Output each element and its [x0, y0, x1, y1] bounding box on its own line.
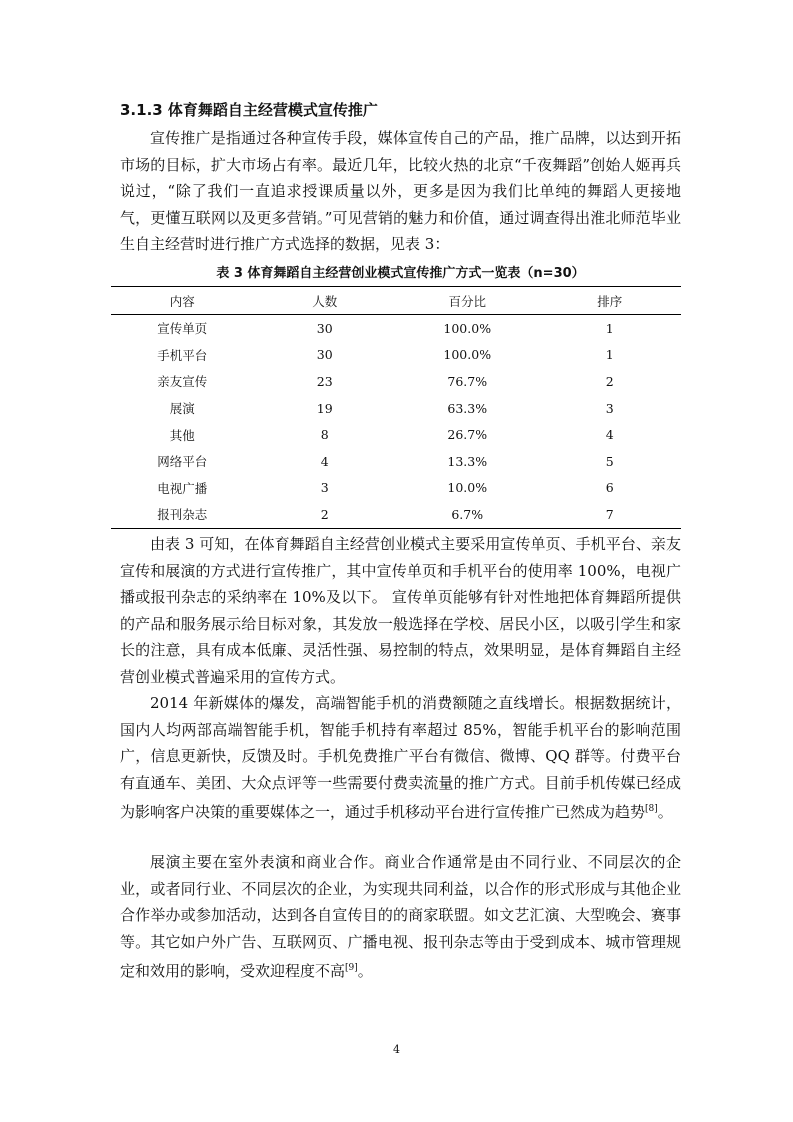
cell-count: 30 [316, 320, 333, 336]
cell-rank: 3 [605, 400, 614, 416]
cell-method: 网络平台 [157, 454, 208, 470]
intro-paragraph: 宣传推广是指通过各种宣传手段，媒体宣传自己的产品，推广品牌，以达到开拓市场的目标，扩大市场占有率。最近几年，比较火热的北京“千夜舞蹈”创始人姬再兵说过，“除了我们一直追求授课质量以外，更多是因为我们比单纯的舞蹈人更接地气，更懂互联网以及更多营销。”可见营销的魅力和价值，通过调查得出淮北师范毕业生自主经营时进行推广方式选择的数据，见表 3： [120, 129, 681, 253]
cell-count: 23 [316, 373, 333, 389]
table-row [111, 368, 681, 395]
cell-method: 电视广播 [157, 480, 208, 496]
table-row [111, 475, 681, 502]
cell-percent: 10.0% [447, 480, 488, 496]
cell-rank: 1 [605, 347, 614, 363]
cell-rank: 6 [605, 480, 614, 496]
cell-percent: 26.7% [447, 427, 488, 443]
paragraph-end: 。 [357, 962, 373, 980]
cell-method: 亲友宣传 [157, 374, 208, 390]
column-header: 百分比 [396, 287, 539, 315]
table-row [111, 501, 681, 528]
citation-ref: [9] [345, 963, 358, 973]
table-header-row [111, 287, 681, 315]
cell-method: 其他 [169, 427, 195, 443]
paragraph-text: 2014 年新媒体的爆发，高端智能手机的消费额随之直线增长。根据数据统计，国内人均两部高端智能手机，智能手机持有率超过 85%，智能手机平台的影响范围广，信息更新快，反馈及时。手机免费推广平台有微信、微博、QQ 群等。付费平台有直通车、美团、大众点评等一些需要付费卖流量的推广方式。目前手机传媒已经成为影响客户决策的重要媒体之一，通过手机移动平台进行宣传推广已然成为趋势 [120, 694, 681, 821]
table-analysis-paragraph: 由表 3 可知，在体育舞蹈自主经营创业模式主要采用宣传单页、手机平台、亲友宣传和展演的方式进行宣传推广，其中宣传单页和手机平台的使用率 100%，电视广播或报刊杂志的采纳率在 10%及以下。 宣传单页能够有针对性地把体育舞蹈所提供的产品和服务展示给目标对象，其发放一般选择在学校、居民小区，以吸引学生和家长的注意，具有成本低廉、灵活性强、易控制的特点，效果明显，是体育舞蹈自主经营创业模式普遍采用的宣传方式。 [120, 535, 681, 686]
promotion-methods-table [111, 286, 681, 529]
cell-method: 宣传单页 [157, 321, 208, 337]
paragraph-end: 。 [657, 803, 673, 821]
cell-rank: 2 [605, 373, 614, 389]
cell-count: 30 [316, 347, 333, 363]
cell-count: 2 [254, 501, 397, 528]
column-header: 排序 [539, 287, 682, 315]
cell-count: 8 [320, 427, 329, 443]
cell-method: 展演 [169, 401, 195, 417]
cell-percent: 6.7% [396, 501, 539, 528]
column-header: 内容 [111, 287, 254, 315]
cell-percent: 63.3% [447, 400, 488, 416]
cell-count: 19 [316, 400, 333, 416]
cell-percent: 100.0% [443, 347, 492, 363]
table-row [111, 421, 681, 448]
performance-paragraph [120, 849, 681, 985]
cell-rank: 7 [539, 501, 682, 528]
page-number: 4 [393, 1043, 400, 1056]
cell-method: 手机平台 [157, 347, 208, 363]
table-row [111, 342, 681, 369]
cell-count: 4 [320, 453, 329, 469]
paragraph-text: 展演主要在室外表演和商业合作。商业合作通常是由不同行业、不同层次的企业，或者同行业、不同层次的企业，为实现共同利益，以合作的形式形成与其他企业合作举办或参加活动，达到各自宣传目的的商家联盟。如文艺汇演、大型晚会、赛事等。其它如户外广告、互联网页、广播电视、报刊杂志等由于受到成本、城市管理规定和效用的影响，受欢迎程度不高 [120, 853, 681, 980]
citation-ref: [8] [645, 804, 658, 814]
cell-percent: 100.0% [443, 320, 492, 336]
table-row [111, 448, 681, 475]
cell-percent: 13.3% [447, 453, 488, 469]
table-row [111, 315, 681, 342]
cell-method: 报刊杂志 [111, 501, 254, 528]
cell-rank: 1 [605, 320, 614, 336]
mobile-media-paragraph [120, 690, 681, 826]
table-row [111, 395, 681, 422]
section-heading: 3.1.3 体育舞蹈自主经营模式宣传推广 [120, 101, 378, 119]
cell-rank: 5 [605, 453, 614, 469]
cell-rank: 4 [605, 427, 614, 443]
table-caption: 表 3 体育舞蹈自主经营创业模式宣传推广方式一览表（n=30） [216, 266, 585, 281]
column-header: 人数 [254, 287, 397, 315]
cell-percent: 76.7% [447, 373, 488, 389]
cell-count: 3 [320, 480, 329, 496]
